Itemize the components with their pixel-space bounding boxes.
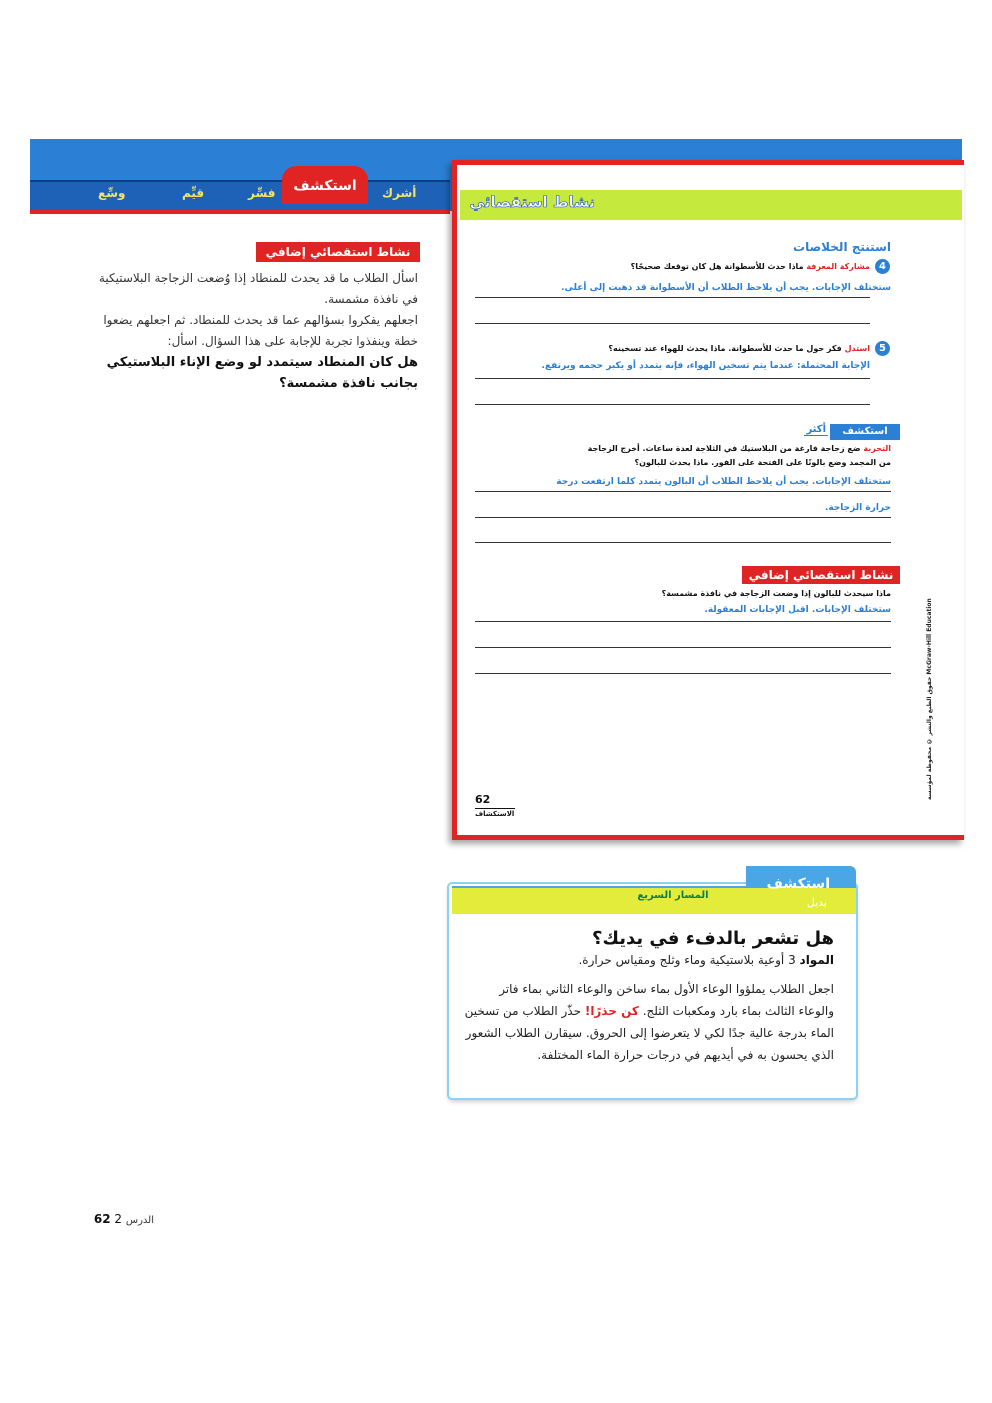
answer-line xyxy=(475,378,870,379)
alternative-title: استكشف xyxy=(766,876,830,892)
question-5-badge: 5 xyxy=(875,341,890,356)
explore-more-answer: ستختلف الإجابات. يجب أن يلاحظ الطلاب أن البالون يتمدد كلما ارتفعت درجة xyxy=(556,477,891,487)
side-question: هل كان المنطاد سيتمدد لو وضع الإناء البلاستيكي بجانب نافذة مشمسة؟ xyxy=(106,355,418,391)
student-page-label: الاستكشاف xyxy=(475,810,515,818)
page-number-rule xyxy=(475,808,515,809)
answer-line xyxy=(475,517,891,518)
alternative-body: اجعل الطلاب يملؤوا الوعاء الأول بماء ساخن والوعاء الثاني بماء فاتر والوعاء الثالث بماء بارد ومكعبات الثلج. كن حذرًا! حذّر الطلاب من تسخين الماء بدرجة عالية جدًا لكي لا يتعرضوا إلى الحروق. سيقارن الطلاب الشعور الذي يحسون به في أيديهم في درجات حرارة الماء المختلفة. xyxy=(464,982,834,1062)
alternative-subtitle: بديل xyxy=(806,896,827,909)
activity-title: نشاط استقصائي xyxy=(469,193,595,211)
extra-inquiry-question: ماذا سيحدث للبالون إذا وضعت الزجاجة في نافذة مشمسة؟ xyxy=(661,589,891,598)
side-body-2: اجعلهم يفكروا بسؤالهم عما قد يحدث للمنطاد. ثم اجعلهم يضعوا خطة وينفذوا تجربة للإجابة على هذا السؤال. اسأل: xyxy=(103,313,418,348)
tab-explain[interactable]: فسِّر xyxy=(248,186,276,200)
question-4-answer: ستختلف الإجابات. يجب أن يلاحظ الطلاب أن الأسطوانة قد ذهبت إلى أعلى. xyxy=(561,283,891,293)
question-4-badge: 4 xyxy=(875,259,890,274)
side-body-1: اسأل الطلاب ما قد يحدث للمنطاد إذا وُضعت الزجاجة البلاستيكية في نافذة مشمسة. xyxy=(98,271,418,306)
explore-more-text-1: التجربة ضع زجاجة فارغة من البلاستيك في الثلاجة لعدة ساعات. أخرج الزجاجة xyxy=(587,444,891,453)
answer-line xyxy=(475,621,891,622)
conclusions-heading: استنتج الخلاصات xyxy=(793,240,891,254)
fast-track-label: المسار السريع xyxy=(637,890,709,901)
answer-line xyxy=(475,647,891,648)
answer-line xyxy=(475,491,891,492)
answer-line xyxy=(475,542,891,543)
extra-inquiry-answer: ستختلف الإجابات. اقبل الإجابات المعقولة. xyxy=(704,605,891,615)
lesson-tab-strip xyxy=(30,180,450,214)
copyright-credit: حقوق الطبع والنشر © محفوظة لمؤسسة McGraw-Hill Education xyxy=(926,598,933,800)
side-extra-inquiry-title: نشاط استقصائي إضافي xyxy=(256,242,420,262)
answer-line xyxy=(475,673,891,674)
tab-evaluate[interactable]: قيِّم xyxy=(182,186,205,200)
answer-line xyxy=(475,297,870,298)
page-footer: الدرس 2 62 xyxy=(93,1212,154,1226)
tab-engage[interactable]: أشرك xyxy=(382,186,417,200)
explore-more-label: استكشف أكثر xyxy=(802,424,900,440)
question-5: استدل فكر حول ما حدث للأسطوانة. ماذا يحدث للهواء عند تسخينه؟ xyxy=(608,344,870,353)
extra-inquiry-title: نشاط استقصائي إضافي xyxy=(742,566,900,584)
activity-title-bar xyxy=(460,190,962,220)
tab-extend[interactable]: وسِّع xyxy=(98,186,126,200)
alternative-question: هل تشعر بالدفء في يديك؟ xyxy=(592,928,834,949)
explore-more-text-2: من المجمد وضع بالونًا على الفتحة على الفور. ماذا يحدث للبالون؟ xyxy=(634,458,891,467)
caution-label: كن حذرًا! xyxy=(584,1004,639,1018)
question-5-answer: الإجابة المحتملة: عندما يتم تسخين الهواء، فإنه يتمدد أو يكبر حجمه ويرتفع. xyxy=(541,361,870,371)
tab-explore-active[interactable]: استكشف xyxy=(282,166,368,204)
answer-line xyxy=(475,404,870,405)
explore-more-answer-cont: حرارة الزجاجة. xyxy=(824,503,891,513)
student-page-number: 62 xyxy=(475,793,491,806)
question-4: مشاركة المعرفة ماذا حدث للأسطوانة هل كان توقعك صحيحًا؟ xyxy=(630,262,870,271)
materials-line: المواد 3 أوعية بلاستيكية وماء وثلج ومقياس حرارة. xyxy=(578,953,834,967)
answer-line xyxy=(475,323,870,324)
